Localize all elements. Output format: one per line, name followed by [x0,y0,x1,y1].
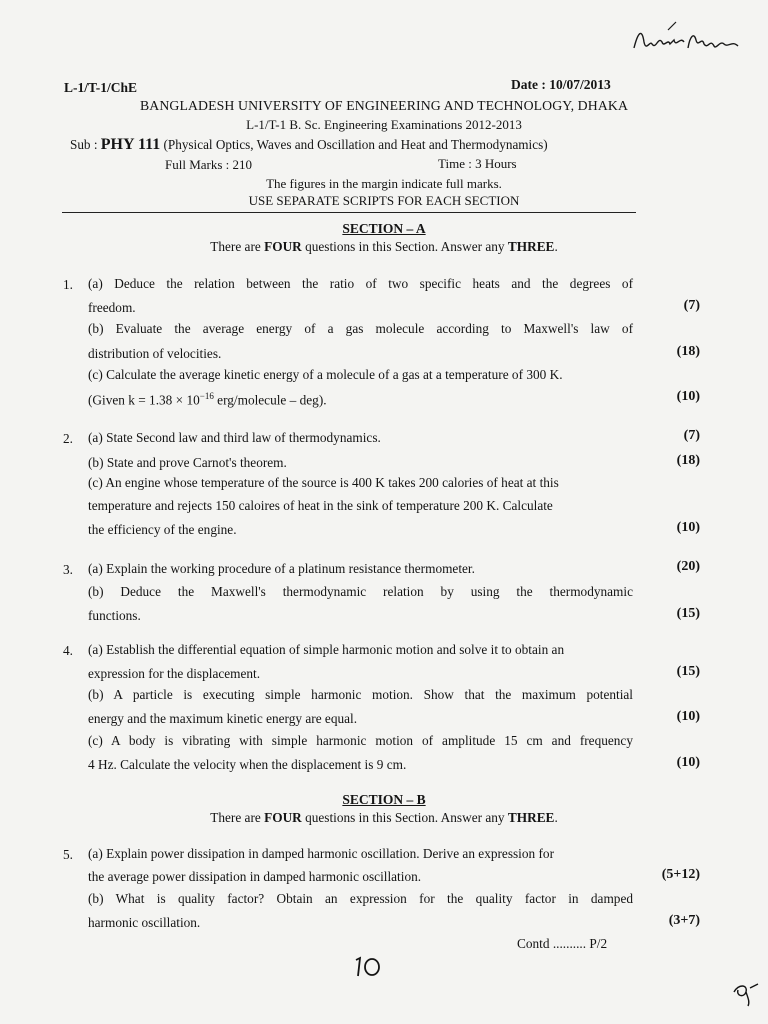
question-number: 1. [63,277,73,292]
q2-part-a: (a) State Second law and third law of thermodynamics. [88,430,381,445]
question-number: 4. [63,643,73,658]
instr-count: FOUR [264,239,302,254]
q4-part-c-line2: 4 Hz. Calculate the velocity when the displacement is 9 cm. [88,757,407,772]
exam-line: L-1/T-1 B. Sc. Engineering Examinations 2012-2013 [246,117,522,132]
q3-a-marks: (20) [676,559,700,574]
instr-text: . [554,810,558,825]
handwritten-corner-mark [728,978,764,1008]
instr-text: There are [210,810,265,825]
q2-b-marks: (18) [676,453,700,468]
q4-a-marks: (15) [676,664,700,679]
instr-text: questions in this Section. Answer any [301,810,508,825]
q2-a-marks: (7) [683,428,700,443]
q2-part-c-line2: temperature and rejects 150 caloires of heat in the sink of temperature 200 K. Calculate [88,498,553,513]
section-a-instructions [0,239,768,255]
separate-scripts-note: USE SEPARATE SCRIPTS FOR EACH SECTION [248,193,520,208]
question-number: 5. [63,847,73,862]
instr-answer-count: THREE [507,239,555,254]
subject-title: (Physical Optics, Waves and Oscillation and Heat and Thermodynamics) [163,137,548,152]
q5-part-b-line2: harmonic oscillation. [88,915,201,930]
section-b-instructions [0,810,768,826]
continued-note: Contd .......... P/2 [517,936,608,951]
subject-code: PHY 111 [100,136,161,153]
q1-part-a-line2: freedom. [88,300,136,315]
q4-part-b-line1: (b) A particle is executing simple harmonic motion. Show that the maximum potential [88,687,633,702]
q2-c-marks: (10) [676,520,700,535]
subject-line [70,136,548,154]
q5-part-b-line1: (b) What is quality factor? Obtain an expression for the quality factor in damped [88,891,633,906]
instr-text: questions in this Section. Answer any [301,239,508,254]
q2-part-c-line3: the efficiency of the engine. [88,522,237,537]
q1-b-marks: (18) [676,344,700,359]
given-unit: erg/molecule – deg). [213,392,327,408]
full-marks: Full Marks : 210 [165,157,253,172]
margin-note: The figures in the margin indicate full marks. [266,176,502,191]
q4-part-a-line2: expression for the displacement. [88,666,261,681]
q3-part-a: (a) Explain the working procedure of a platinum resistance thermometer. [88,561,475,576]
exam-time: Time : 3 Hours [438,156,517,171]
instr-answer-count: THREE [507,810,555,825]
q1-part-b-line2: distribution of velocities. [88,346,222,361]
q5-a-marks: (5+12) [661,867,700,882]
subject-prefix: Sub : [70,137,98,152]
section-a-title: SECTION – A [342,221,426,236]
exponent: −16 [199,391,214,401]
q5-b-marks: (3+7) [668,913,700,928]
q4-part-b-line2: energy and the maximum kinetic energy are equal. [88,711,358,726]
q3-part-b-line1: (b) Deduce the Maxwell's thermodynamic relation by using the thermodynamic [88,584,633,599]
handwritten-signature [628,18,748,60]
instr-text: . [554,239,558,254]
q4-part-c-line1: (c) A body is vibrating with simple harmonic motion of amplitude 15 cm and frequency [88,733,633,748]
q4-part-a-line1: (a) Establish the differential equation of simple harmonic motion and solve it to obtain an [88,642,565,657]
q4-c-marks: (10) [676,755,700,770]
q2-part-b: (b) State and prove Carnot's theorem. [88,455,287,470]
q1-part-c-line2 [88,391,327,408]
q4-b-marks: (10) [676,709,700,724]
question-number: 3. [63,562,73,577]
university-name: BANGLADESH UNIVERSITY OF ENGINEERING AND TECHNOLOGY, DHAKA [139,98,629,113]
q5-part-a-line2: the average power dissipation in damped harmonic oscillation. [88,869,422,884]
header-rule [62,212,636,213]
given-text: (Given k = 1.38 × 10 [88,392,200,408]
instr-text: There are [210,239,265,254]
q2-part-c-line1: (c) An engine whose temperature of the source is 400 K takes 200 calories of heat at this [88,475,559,490]
q1-c-marks: (10) [676,389,700,404]
section-b-title: SECTION – B [342,792,426,807]
q1-a-marks: (7) [683,298,700,313]
exam-date: Date : 10/07/2013 [511,77,611,92]
instr-count: FOUR [264,810,302,825]
q3-part-b-line2: functions. [88,608,141,623]
q1-part-a-line1: (a) Deduce the relation between the ratio of two specific heats and the degrees of [88,276,633,291]
course-code: L-1/T-1/ChE [64,80,138,95]
q1-part-b-line1: (b) Evaluate the average energy of a gas molecule according to Maxwell's law of [88,321,633,336]
q5-part-a-line1: (a) Explain power dissipation in damped harmonic oscillation. Derive an expression for [88,846,555,861]
handwritten-page-number [350,952,390,980]
q3-b-marks: (15) [676,606,700,621]
question-number: 2. [63,431,73,446]
q1-part-c-line1: (c) Calculate the average kinetic energy of a molecule of a gas at a temperature of 300 K. [88,367,563,382]
